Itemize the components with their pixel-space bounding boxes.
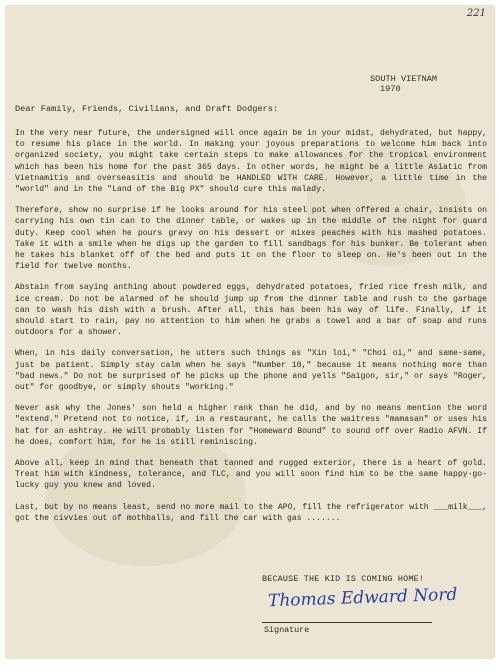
- letter-page: [6, 6, 494, 658]
- letter-body: [15, 128, 487, 534]
- paragraph: Last, but by no means least, send no more mail to the APO, fill the refrigerator with ___milk___, got the civvies out of mothballs, and fill the car with gas .......: [15, 502, 487, 523]
- handwritten-signature: Thomas Edward Nord: [267, 584, 458, 612]
- greeting: Dear Family, Friends, Civilians, and Draft Dodgers:: [15, 104, 279, 114]
- paragraph: Never ask why the Jones' son held a higher rank than he did, and by no means mention the word "extend." Pretend not to notice, if, in a restaurant, he calls the waitress "mamasan" or uses his hat for an ashtray. He will probably listen for "Homeward Bound" to sound off over Radio AFVN. If he does, comfort him, for he is still reminiscing.: [15, 404, 487, 447]
- closing-line: BECAUSE THE KID IS COMING HOME!: [262, 574, 425, 584]
- paragraph: When, in his daily conversation, he utters such things as "Xin loi," "Choi oi," and same-same, just be patient. Simply stay calm when he says "Number 10," because it means nothing more than "bad news." Do not be surprised of he picks up the phone and yells "Saigon, sir," or says "Roger, out" for goodbye, or simply shouts "working.": [15, 349, 487, 393]
- paragraph: Abstain from saying anthing about powdered eggs, dehydrated potatoes, fried rice fresh milk, and ice cream. Do not be alarmed of he should jump up from the dinner table and rush to the garbage can to wash his dish with a brush. After all, this has been his way of life. Finally, if it should start to rain, pay no attention to him when he grabs a towel and a bar of soap and runs outdoors for a shower.: [15, 283, 487, 338]
- paragraph: In the very near future, the undersigned will once again be in your midst, dehydrated, but happy, to resume his place in the world. In making your joyous preparations to welcome him back into organized society, you might take certain steps to make allowances for the tropical environment which has been his home for the past 365 days. In other words, he might be a little Asiatic from Vietnamitis and overseasitis and should be HANDLED WITH CARE. However, a little time in the "world" and in the "Land of the Big PX" should cure this malady.: [15, 129, 487, 195]
- letter-header: [370, 74, 437, 94]
- signature-label: Signature: [264, 625, 310, 635]
- location-line: SOUTH VIETNAM: [370, 74, 438, 84]
- signature-line: [262, 622, 432, 623]
- paragraph: Above all, keep in mind that beneath that tanned and rugged exterior, there is a heart of gold. Treat him with kindness, tolerance, and TLC, and you will soon find him to be the same happy-go-lucky guy you knew and loved.: [15, 459, 487, 491]
- paragraph: Therefore, show no surprise if he looks around for his steel pot when offered a chair, insists on carrying his own tin can to the dinner table, or wakes up in the middle of the night for guard duty. Keep cool when he pours gravy on his dessert or mixes peaches with his mashed potatoes. Take it with a smile when he digs up the garden to fill sandbags for his bunker. Be tolerant when he takes his blanket off of the bed and puts it on the floor to sleep on. He's been out in the field for twelve months.: [15, 206, 487, 272]
- page-number: 221: [466, 8, 486, 19]
- year-line: 1970: [380, 84, 401, 94]
